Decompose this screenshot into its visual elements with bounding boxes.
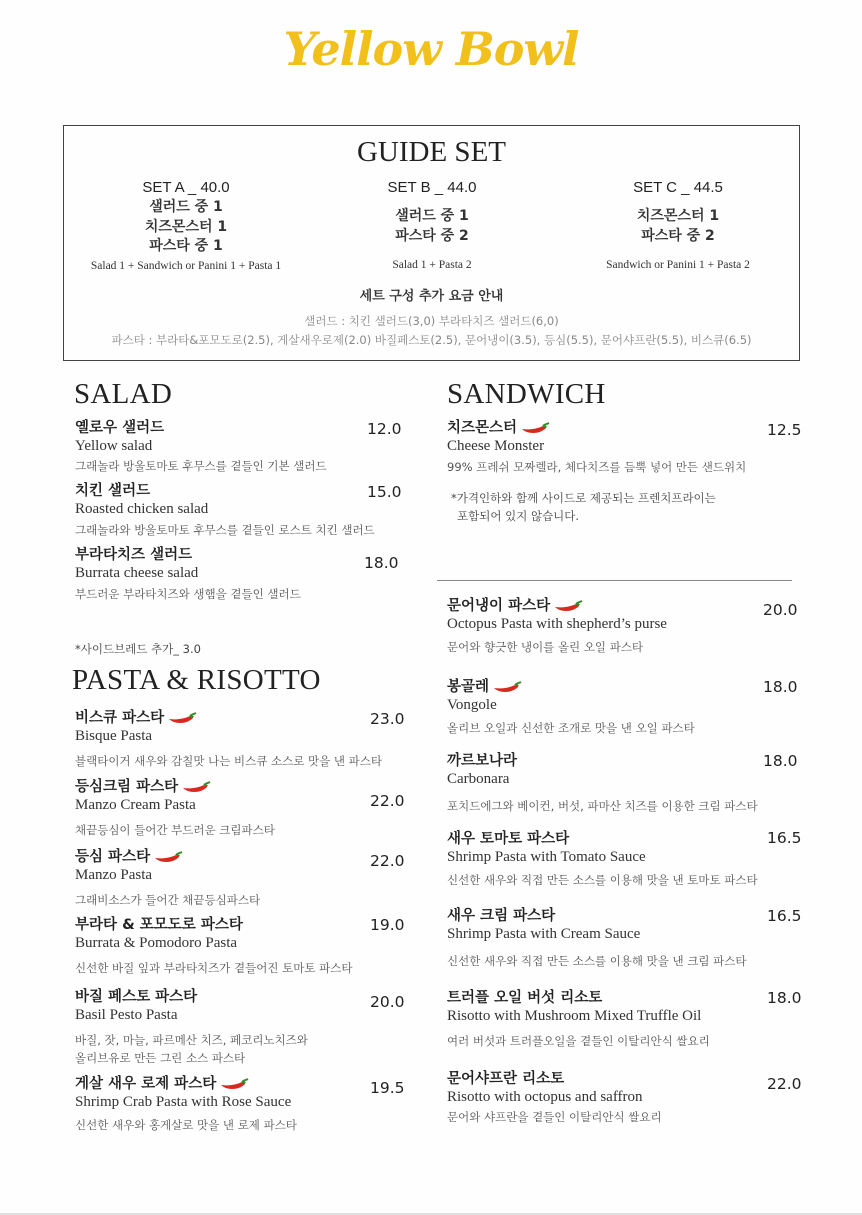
item-name-ko-text: 게살 새우 로제 파스타 (75, 1076, 217, 1092)
item-name-ko: 문어샤프란 리소토 (447, 1071, 565, 1087)
item-description: 포치드에그와 베이컨, 버섯, 파마산 치즈를 이용한 크림 파스타 (447, 799, 758, 813)
set-b (312, 178, 552, 271)
item-name-ko-text: 문어냉이 파스타 (447, 598, 551, 614)
set-c (558, 178, 798, 271)
item-name-en: Basil Pesto Pasta (75, 1007, 178, 1023)
item-name-ko-text: 등심크림 파스타 (75, 779, 179, 795)
item-name-ko: 치킨 샐러드 (75, 483, 151, 499)
chili-pepper-icon (493, 681, 523, 695)
set-name: SET B _ 44.0 (387, 179, 477, 196)
menu-item (447, 1070, 662, 1126)
item-name-ko: 부라타 & 포모도로 파스타 (75, 917, 243, 933)
surcharge-pasta: 파스타 : 부라타&포모도로(2.5), 게살새우로제(2.0) 바질페스토(2.5), 문어냉이(3.5), 등심(5.5), 문어샤프란(5.5), 비스큐(6.5) (111, 333, 752, 347)
guide-set-title: GUIDE SET (356, 136, 506, 168)
item-description: 올리브 오일과 신선한 조개로 맛을 낸 오일 파스타 (447, 721, 695, 735)
item-price: 16.5 (767, 907, 802, 925)
set-line: 샐러드 중 1 (149, 199, 223, 215)
item-name-ko (75, 1075, 297, 1094)
pasta-title: PASTA & RISOTTO (72, 664, 321, 696)
chili-pepper-icon (554, 600, 584, 614)
fries-note (451, 489, 716, 525)
item-description: 채끝등심이 들어간 부드러운 크림파스타 (75, 823, 275, 837)
menu-item (75, 916, 352, 977)
item-name-ko-text: 등심 파스타 (75, 849, 151, 865)
item-name-en: Carbonara (447, 771, 510, 787)
item-name-ko: 새우 토마토 파스타 (447, 831, 570, 847)
fries-note-line: *가격인하와 함께 사이드로 제공되는 프렌치프라이는 (451, 491, 716, 505)
item-name-ko: 새우 크림 파스타 (447, 908, 556, 924)
logo: Yellow Bowl (283, 22, 579, 76)
item-description: 블랙타이거 새우와 감칠맛 나는 비스큐 소스로 맛을 낸 파스타 (75, 754, 382, 768)
item-name-en: Yellow salad (75, 438, 153, 454)
item-description: 올리브유로 만든 그린 소스 파스타 (75, 1051, 246, 1065)
item-name-ko (447, 419, 746, 438)
menu-item (447, 678, 695, 737)
item-name-ko-text: 치즈몬스터 (447, 420, 518, 436)
set-line: 파스타 중 2 (641, 227, 715, 244)
set-english: Sandwich or Panini 1 + Pasta 2 (606, 259, 750, 271)
item-name-en: Burrata & Pomodoro Pasta (75, 935, 238, 951)
item-description: 문어와 향긋한 냉이를 올린 오일 파스타 (447, 640, 644, 654)
item-name-ko (75, 709, 382, 728)
item-name-ko (447, 597, 667, 616)
item-description: 그래놀라 방울토마토 후무스를 곁들인 기본 샐러드 (75, 459, 327, 473)
set-english: Salad 1 + Sandwich or Panini 1 + Pasta 1 (90, 259, 282, 272)
item-name-en: Risotto with Mushroom Mixed Truffle Oil (447, 1008, 702, 1024)
item-description: 문어와 샤프란을 곁들인 이탈리안식 쌀요리 (447, 1110, 662, 1124)
salad-title: SALAD (74, 378, 173, 410)
menu-item (75, 482, 375, 539)
item-name-ko-text: 봉골레 (447, 679, 490, 695)
surcharge-title: 세트 구성 추가 요금 안내 (359, 289, 504, 304)
set-english: Salad 1 + Pasta 2 (392, 259, 472, 271)
item-description: 신선한 새우와 홍게살로 맛을 낸 로제 파스타 (75, 1118, 297, 1132)
set-a (66, 178, 306, 272)
item-name-ko (75, 778, 275, 797)
menu-item (75, 419, 327, 475)
set-name: SET C _ 44.5 (633, 179, 723, 196)
guide-set-box (63, 125, 800, 361)
item-description: 신선한 새우와 직접 만든 소스를 이용해 맛을 낸 크림 파스타 (447, 954, 747, 968)
item-price: 19.5 (370, 1079, 405, 1097)
set-line: 샐러드 중 1 (395, 208, 469, 224)
item-name-ko: 까르보나라 (447, 753, 518, 769)
item-name-en: Cheese Monster (447, 438, 545, 454)
item-name-ko: 옐로우 샐러드 (75, 420, 165, 436)
item-name-en: Vongole (447, 697, 497, 713)
item-description: 그래놀라와 방울토마토 후무스를 곁들인 로스트 치킨 샐러드 (75, 523, 375, 537)
surcharge-salad: 샐러드 : 치킨 샐러드(3,0) 부라타치즈 샐러드(6,0) (304, 314, 559, 328)
item-name-en: Shrimp Pasta with Tomato Sauce (447, 849, 646, 865)
menu-item (75, 709, 382, 770)
menu-item (447, 830, 758, 889)
menu-item (75, 546, 301, 603)
item-price: 16.5 (767, 829, 802, 847)
item-price: 18.0 (763, 752, 798, 770)
set-line: 파스타 중 1 (149, 238, 223, 254)
item-description: 신선한 바질 잎과 부라타치즈가 곁들어진 토마토 파스타 (75, 961, 353, 975)
set-name: SET A _ 40.0 (142, 179, 230, 196)
item-name-ko (75, 848, 260, 867)
menu-item (75, 1075, 297, 1134)
menu-item (447, 989, 710, 1050)
set-line: 파스타 중 2 (395, 227, 469, 244)
item-description: 신선한 새우와 직접 만든 소스를 이용해 맛을 낸 토마토 파스타 (447, 873, 758, 887)
chili-pepper-icon (182, 781, 212, 795)
item-price: 15.0 (367, 483, 402, 501)
sandwich-title: SANDWICH (447, 378, 606, 410)
item-name-en: Manzo Cream Pasta (75, 797, 196, 813)
item-price: 18.0 (364, 554, 399, 572)
item-name-ko: 트러플 오일 버섯 리소토 (447, 990, 603, 1006)
section-divider (437, 580, 792, 581)
item-description: 바질, 잣, 마늘, 파르메산 치즈, 페코리노치즈와 (75, 1033, 308, 1047)
item-name-en: Bisque Pasta (75, 728, 153, 744)
chili-pepper-icon (220, 1078, 250, 1092)
item-price: 22.0 (370, 852, 405, 870)
chili-pepper-icon (154, 851, 184, 865)
item-name-en: Shrimp Crab Pasta with Rose Sauce (75, 1094, 292, 1110)
item-name-en: Risotto with octopus and saffron (447, 1089, 643, 1105)
menu-item (447, 907, 747, 970)
set-line: 치즈몬스터 1 (144, 218, 228, 235)
item-name-ko-text: 비스큐 파스타 (75, 710, 165, 726)
item-price: 19.0 (370, 916, 405, 934)
item-price: 12.0 (367, 420, 402, 438)
item-description: 여러 버섯과 트러플오일을 곁들인 이탈리안식 쌀요리 (447, 1034, 710, 1048)
item-price: 12.5 (767, 421, 802, 439)
chili-pepper-icon (521, 422, 551, 436)
item-price: 23.0 (370, 710, 405, 728)
item-name-en: Manzo Pasta (75, 867, 153, 883)
item-price: 20.0 (763, 601, 798, 619)
menu-item (447, 419, 746, 476)
menu-item (447, 597, 667, 656)
item-price: 20.0 (370, 993, 405, 1011)
item-name-en: Octopus Pasta with shepherd’s purse (447, 616, 667, 632)
item-price: 22.0 (767, 1075, 802, 1093)
item-description: 부드러운 부라타치즈와 생햄을 곁들인 샐러드 (75, 587, 301, 601)
set-line: 치즈몬스터 1 (636, 208, 720, 224)
fries-note-line: 포함되어 있지 않습니다. (457, 509, 580, 523)
item-description: 99% 프레쉬 모짜렐라, 체다치즈를 듬뿍 넣어 만든 샌드위치 (447, 460, 747, 474)
side-bread-note: *사이드브레드 추가_ 3.0 (75, 642, 201, 656)
chili-pepper-icon (168, 712, 198, 726)
item-name-ko: 바질 페스토 파스타 (75, 989, 198, 1005)
item-name-en: Roasted chicken salad (75, 501, 209, 517)
menu-item (75, 778, 275, 839)
menu-item (75, 848, 260, 909)
item-name-en: Burrata cheese salad (75, 565, 199, 581)
item-name-ko: 부라타치즈 샐러드 (75, 547, 193, 563)
menu-item (447, 752, 758, 815)
item-price: 18.0 (767, 989, 802, 1007)
item-name-ko (447, 678, 695, 697)
item-name-en: Shrimp Pasta with Cream Sauce (447, 926, 641, 942)
item-description: 그래비소스가 들어간 채끝등심파스타 (75, 893, 261, 907)
item-price: 18.0 (763, 678, 798, 696)
menu-item (75, 988, 308, 1067)
item-price: 22.0 (370, 792, 405, 810)
